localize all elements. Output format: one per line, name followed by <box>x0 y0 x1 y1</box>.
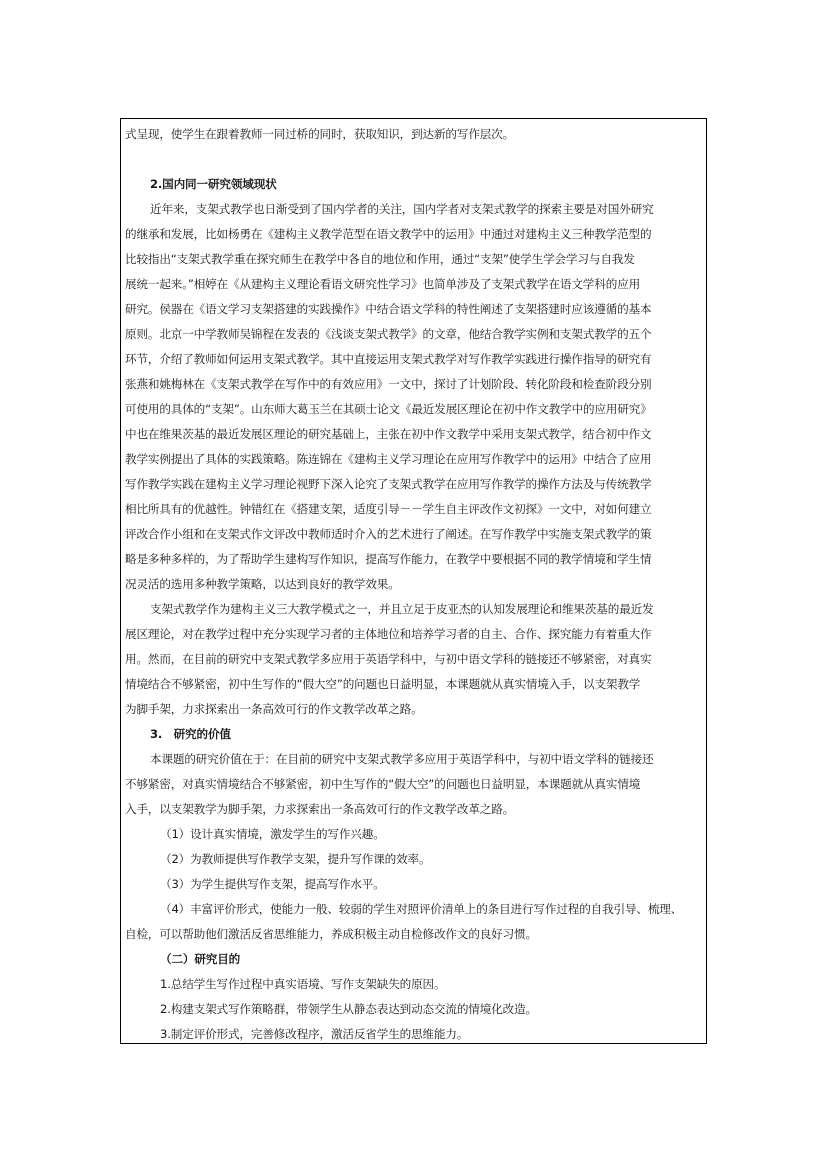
list-item: 1.总结学生写作过程中真实语境、写作支架缺失的原因。 <box>160 977 446 991</box>
list-item: （2）为教师提供写作教学支架，提升写作课的效率。 <box>160 852 431 866</box>
list-item: 2.构建支架式写作策略群，带领学生从静态表达到动态交流的情境化改造。 <box>160 1002 537 1016</box>
paragraph-line: 中也在维果茨基的最近发展区理论的研究基础上，主张在初中作文教学中采用支架式教学，结合初中作文 <box>125 427 652 441</box>
list-item: （3）为学生提供写作支架，提高写作水平。 <box>160 877 385 891</box>
section-heading: 2.国内同一研究领域现状 <box>150 177 277 191</box>
paragraph-line: 比较指出“支架式教学重在探究师生在教学中各自的地位和作用，通过“支架”使学生学会学习与自我发 <box>125 252 635 266</box>
paragraph-line: 研究。侯器在《语文学习支架搭建的实践操作》中结合语文学科的特性阐述了支架搭建时应该遵循的基本 <box>125 302 652 316</box>
paragraph-line: 评改合作小组和在支架式作文评改中教师适时介入的艺术进行了阐述。在写作教学中实施支架式教学的策 <box>125 527 652 541</box>
document-body <box>125 122 704 1047</box>
paragraph-line: 况灵活的选用多种教学策略，以达到良好的教学效果。 <box>125 577 400 591</box>
paragraph-line: 略是多种多样的，为了帮助学生建构写作知识，提高写作能力，在教学中要根据不同的教学情境和学生情 <box>125 552 652 566</box>
paragraph-line: 写作教学实践在建构主义学习理论视野下深入论究了支架式教学在应用写作教学的操作方法及与传统教学 <box>125 477 652 491</box>
paragraph-line: 张燕和姚梅林在《支架式教学在写作中的有效应用》一文中，探讨了计划阶段、转化阶段和检查阶段分别 <box>125 377 652 391</box>
section-heading: 3. 研究的价值 <box>150 727 231 741</box>
paragraph-line: 自检，可以帮助他们激活反省思维能力，养成积极主动自检修改作文的良好习惯。 <box>125 927 537 941</box>
paragraph-line: 相比所具有的优越性。钟错红在《搭建支架，适度引导－－学生自主评改作文初探》一文中，对如何建立 <box>125 502 652 516</box>
paragraph-line: 本课题的研究价值在于：在目前的研究中支架式教学多应用于英语学科中，与初中语文学科的链接还 <box>150 752 654 766</box>
paragraph-line: 式呈现，使学生在跟着教师一同过桥的同时，获取知识，到达新的写作层次。 <box>125 127 515 141</box>
text-table-cell <box>120 118 707 1044</box>
paragraph-line: 的继承和发展，比如杨勇在《建构主义教学范型在语文教学中的运用》中通过对建构主义三种教学范型的 <box>125 227 652 241</box>
paragraph-line: 情境结合不够紧密，初中生写作的“假大空”的问题也日益明显，本课题就从真实情境入手，以支架教学 <box>125 677 641 691</box>
list-item: 3.制定评价形式，完善修改程序，激活反省学生的思维能力。 <box>160 1027 469 1041</box>
list-item: （1）设计真实情境，激发学生的写作兴趣。 <box>160 827 385 841</box>
section-heading: （二）研究目的 <box>160 952 241 966</box>
paragraph-line: 为脚手架，力求探索出一条高效可行的作文教学改革之路。 <box>125 702 423 716</box>
paragraph-line: 支架式教学作为建构主义三大教学模式之一，并且立足于皮亚杰的认知发展理论和维果茨基的最近发 <box>150 602 654 616</box>
paragraph-line: 用。然而，在目前的研究中支架式教学多应用于英语学科中，与初中语文学科的链接还不够紧密，对真实 <box>125 652 652 666</box>
paragraph-line: 环节，介绍了教师如何运用支架式教学。其中直接运用支架式教学对写作教学实践进行操作指导的研究有 <box>125 352 652 366</box>
paragraph-line: 可使用的具体的“支架”。山东师大葛玉兰在其硕士论文《最近发展区理论在初中作文教学中的应用研究》 <box>125 402 652 416</box>
paragraph-line: 展区理论，对在教学过程中充分实现学习者的主体地位和培养学习者的自主、合作、探究能力有着重大作 <box>125 627 652 641</box>
paragraph-line: 原则。北京一中学教师吴锦程在发表的《浅谈支架式教学》的文章，他结合教学实例和支架式教学的五个 <box>125 327 652 341</box>
blank-line <box>125 147 704 172</box>
list-item: （4）丰富评价形式，使能力一般、较弱的学生对照评价清单上的条目进行写作过程的自我引导、梳理、 <box>160 902 683 916</box>
paragraph-line: 不够紧密，对真实情境结合不够紧密，初中生写作的“假大空”的问题也日益明显，本课题就从真实情境 <box>125 777 641 791</box>
paragraph-line: 近年来，支架式教学也日渐受到了国内学者的关注，国内学者对支架式教学的探索主要是对国外研究 <box>150 202 654 216</box>
paragraph-line: 展统一起来。”相婷在《从建构主义理论看语文研究性学习》也简单涉及了支架式教学在语文学科的应用 <box>125 277 641 291</box>
paragraph-line: 教学实例提出了具体的实践策略。陈连锦在《建构主义学习理论在应用写作教学中的运用》中结合了应用 <box>125 452 652 466</box>
paragraph-line: 入手，以支架教学为脚手架，力求探索出一条高效可行的作文教学改革之路。 <box>125 802 515 816</box>
